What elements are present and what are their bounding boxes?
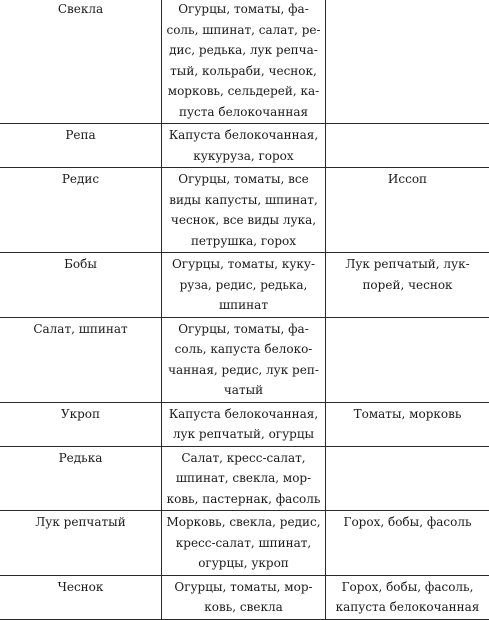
crop-cell [0, 317, 162, 402]
cell-text-line: кресс-салат, шпинат, [165, 533, 322, 554]
cell-text-line: Огурцы, томаты, все [165, 169, 322, 190]
cell-text-line: Лук репчатый, лук- [328, 254, 487, 275]
table-row [0, 511, 489, 576]
cell-text-line: Морковь, свекла, редис, [165, 512, 322, 533]
cell-text-line: Чеснок [2, 577, 159, 598]
cell-text-line: Огурцы, томаты, мор- [165, 577, 322, 598]
good-neighbors-cell [162, 253, 326, 318]
good-neighbors-cell [162, 124, 326, 168]
crop-cell [0, 0, 162, 124]
crop-cell [0, 575, 162, 619]
cell-text-line: морковь, сельдерей, ка- [165, 81, 322, 102]
cell-text-line: ковь, свекла [165, 597, 322, 618]
table-row [0, 168, 489, 253]
cell-text-line: чатый [165, 380, 322, 401]
good-neighbors-cell [162, 0, 326, 124]
cell-text-line: Свекла [2, 0, 159, 20]
cell-text-line: соль, капуста белоко- [165, 339, 322, 360]
cell-text-line: Огурцы, томаты, фа- [165, 319, 322, 340]
bad-neighbors-cell [326, 253, 489, 318]
cell-text-line: руза, редис, редька, [165, 275, 322, 296]
cell-text-line: капуста белокочанная [328, 597, 487, 618]
crop-cell [0, 511, 162, 576]
good-neighbors-cell [162, 575, 326, 619]
cell-text-line: Горох, бобы, фасоль, [328, 577, 487, 598]
table-row [0, 253, 489, 318]
bad-neighbors-cell [326, 446, 489, 511]
crop-cell [0, 446, 162, 511]
good-neighbors-cell [162, 168, 326, 253]
table-row [0, 575, 489, 619]
table-row [0, 124, 489, 168]
cell-text-line: Редька [2, 448, 159, 469]
good-neighbors-cell [162, 317, 326, 402]
cell-text-line: Огурцы, томаты, куку- [165, 254, 322, 275]
bad-neighbors-cell [326, 124, 489, 168]
cell-text-line: Редис [2, 169, 159, 190]
cell-text-line: огурцы, укроп [165, 553, 322, 574]
cell-text-line: шпинат [165, 295, 322, 316]
crop-cell [0, 402, 162, 446]
cell-text-line: Укроп [2, 404, 159, 425]
cell-text-line: Иссоп [328, 169, 487, 190]
table-row [0, 0, 489, 124]
crop-cell [0, 253, 162, 318]
cell-text-line: виды капусты, шпинат, [165, 190, 322, 211]
cell-text-line: дис, редька, лук репча- [165, 40, 322, 61]
cell-text-line: Салат, кресс-салат, [165, 448, 322, 469]
cell-text-line: чеснок, все виды лука, [165, 210, 322, 231]
cell-text-line: чанная, редис, лук реп- [165, 360, 322, 381]
bad-neighbors-cell [326, 575, 489, 619]
good-neighbors-cell [162, 446, 326, 511]
crop-cell [0, 168, 162, 253]
cell-text-line: лук репчатый, огурцы [165, 424, 322, 445]
bad-neighbors-cell [326, 168, 489, 253]
cell-text-line: Огурцы, томаты, фа- [165, 0, 322, 20]
crop-cell [0, 124, 162, 168]
bad-neighbors-cell [326, 402, 489, 446]
cell-text-line: шпинат, свекла, мор- [165, 468, 322, 489]
table-row [0, 446, 489, 511]
cell-text-line: Капуста белокочанная, [165, 125, 322, 146]
bad-neighbors-cell [326, 0, 489, 124]
cell-text-line: Бобы [2, 254, 159, 275]
good-neighbors-cell [162, 511, 326, 576]
table-row [0, 402, 489, 446]
cell-text-line: Репа [2, 125, 159, 146]
bad-neighbors-cell [326, 317, 489, 402]
cell-text-line: пуста белокочанная [165, 102, 322, 123]
cell-text-line: Салат, шпинат [2, 319, 159, 340]
cell-text-line: Томаты, морковь [328, 404, 487, 425]
cell-text-line: петрушка, горох [165, 231, 322, 252]
cell-text-line: порей, чеснок [328, 275, 487, 296]
good-neighbors-cell [162, 402, 326, 446]
bad-neighbors-cell [326, 511, 489, 576]
table-row [0, 317, 489, 402]
cell-text-line: соль, шпинат, салат, ре- [165, 20, 322, 41]
cell-text-line: ковь, пастернак, фасоль [165, 489, 322, 510]
cell-text-line: Горох, бобы, фасоль [328, 512, 487, 533]
cell-text-line: тый, кольраби, чеснок, [165, 61, 322, 82]
cell-text-line: Лук репчатый [2, 512, 159, 533]
cell-text-line: Капуста белокочанная, [165, 404, 322, 425]
cell-text-line: кукуруза, горох [165, 146, 322, 167]
